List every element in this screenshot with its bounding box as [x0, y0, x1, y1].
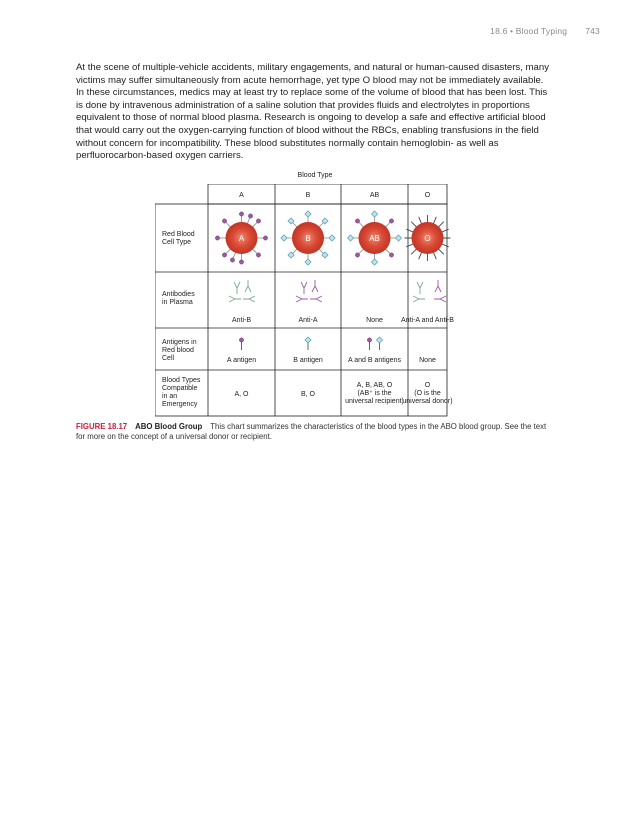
antibody-anti-b-in-o-icon [413, 282, 425, 302]
antigen-b-value: B antigen [293, 357, 323, 364]
antigen-a-icon [239, 338, 243, 350]
row-label-compatible-2: Compatible [162, 385, 198, 392]
row-label-antibodies-1: Antibodies [162, 291, 195, 298]
antigen-o-value: None [419, 357, 436, 364]
body-paragraph: At the scene of multiple-vehicle accidents, military engagements, and natural or human-caused disasters, many victims may suffer simultaneously from acute hemorrhage, yet type O blood may not be immediately available. In these circumstances, medics may at least try to replace some of the volume of blood that has been lost. This is done by intravenous administration of a saline solution that provides fluids and electrolytes in proportions equivalent to those of normal blood plasma. Research is ongoing to develop a safe and effective artificial blood that would carry out the oxygen-carrying function of blood without the RBCs, enabling transfusions in the field without concern for incompatibility. These blood substitutes normally contain hemoglobin- as well as perfluorocarbon-based oxygen carriers. [76, 62, 549, 162]
compatible-o-line-3: universal donor) [402, 398, 453, 405]
figure-caption [76, 422, 554, 443]
row-label-compatible-1: Blood Types [162, 377, 201, 384]
rbc-type-a [215, 212, 267, 264]
antigen-ab-value: A and B antigens [348, 357, 401, 364]
antibody-ab-value: None [366, 317, 383, 324]
rbc-type-b [281, 211, 335, 265]
row-label-compatible-3: in an [162, 393, 178, 400]
compatible-ab-line-1: A, B, AB, O [356, 382, 393, 389]
compatible-ab-line-3: universal recipient) [345, 398, 404, 405]
compatible-b-value: B, O [300, 391, 316, 398]
row-label-red-cell-2: Cell Type [162, 239, 192, 246]
compatible-o-line-1: O [424, 382, 431, 389]
running-header [490, 26, 600, 36]
row-label-antigens-1: Antigens in [162, 339, 197, 346]
antibody-anti-b-icon [229, 280, 255, 302]
antigen-a-value: A antigen [226, 357, 257, 364]
col-header-o: O [424, 192, 431, 199]
section-title: 18.6 • Blood Typing [490, 26, 568, 36]
antibody-b-value: Anti-A [298, 317, 318, 324]
abo-blood-group-figure [155, 184, 475, 418]
table-title: Blood Type [297, 172, 333, 179]
row-label-red-cell-1: Red Blood [162, 231, 195, 238]
antigen-b-icon [305, 337, 311, 350]
rbc-type-ab [347, 211, 401, 265]
compatible-o-line-2: (O is the [414, 390, 441, 397]
row-label-antigens-2: Red blood [162, 347, 194, 354]
figure-label: FIGURE 18.17 [76, 422, 128, 431]
col-header-a: A [239, 192, 244, 199]
rbc-letter-b: B [305, 234, 311, 243]
antibody-a-value: Anti-B [231, 317, 252, 324]
rbc-type-o [405, 215, 451, 261]
compatible-a-value: A, O [234, 391, 249, 398]
col-header-ab: AB [369, 192, 380, 199]
antibody-anti-a-icon [296, 280, 322, 302]
rbc-letter-o: O [424, 234, 431, 243]
row-label-antibodies-2: in Plasma [162, 299, 193, 306]
figure-title: ABO Blood Group [135, 422, 203, 431]
rbc-letter-ab: AB [369, 234, 380, 243]
col-header-b: B [305, 192, 311, 199]
antibody-o-value: Anti-A and Anti-B [401, 317, 454, 324]
antibody-anti-a-in-o-icon [434, 280, 446, 302]
row-label-antigens-3: Cell [162, 355, 175, 362]
page-number: 743 [585, 26, 600, 36]
figure-caption-text: This chart summarizes the characteristics of the blood types in the ABO blood group. See the text for more on the concept of a universal donor or recipient. [76, 422, 547, 442]
compatible-ab-line-2: (AB⁺ is the [357, 390, 392, 397]
rbc-letter-a: A [238, 234, 245, 243]
antigen-ab-icon [367, 337, 382, 350]
row-label-compatible-4: Emergency [162, 401, 198, 408]
